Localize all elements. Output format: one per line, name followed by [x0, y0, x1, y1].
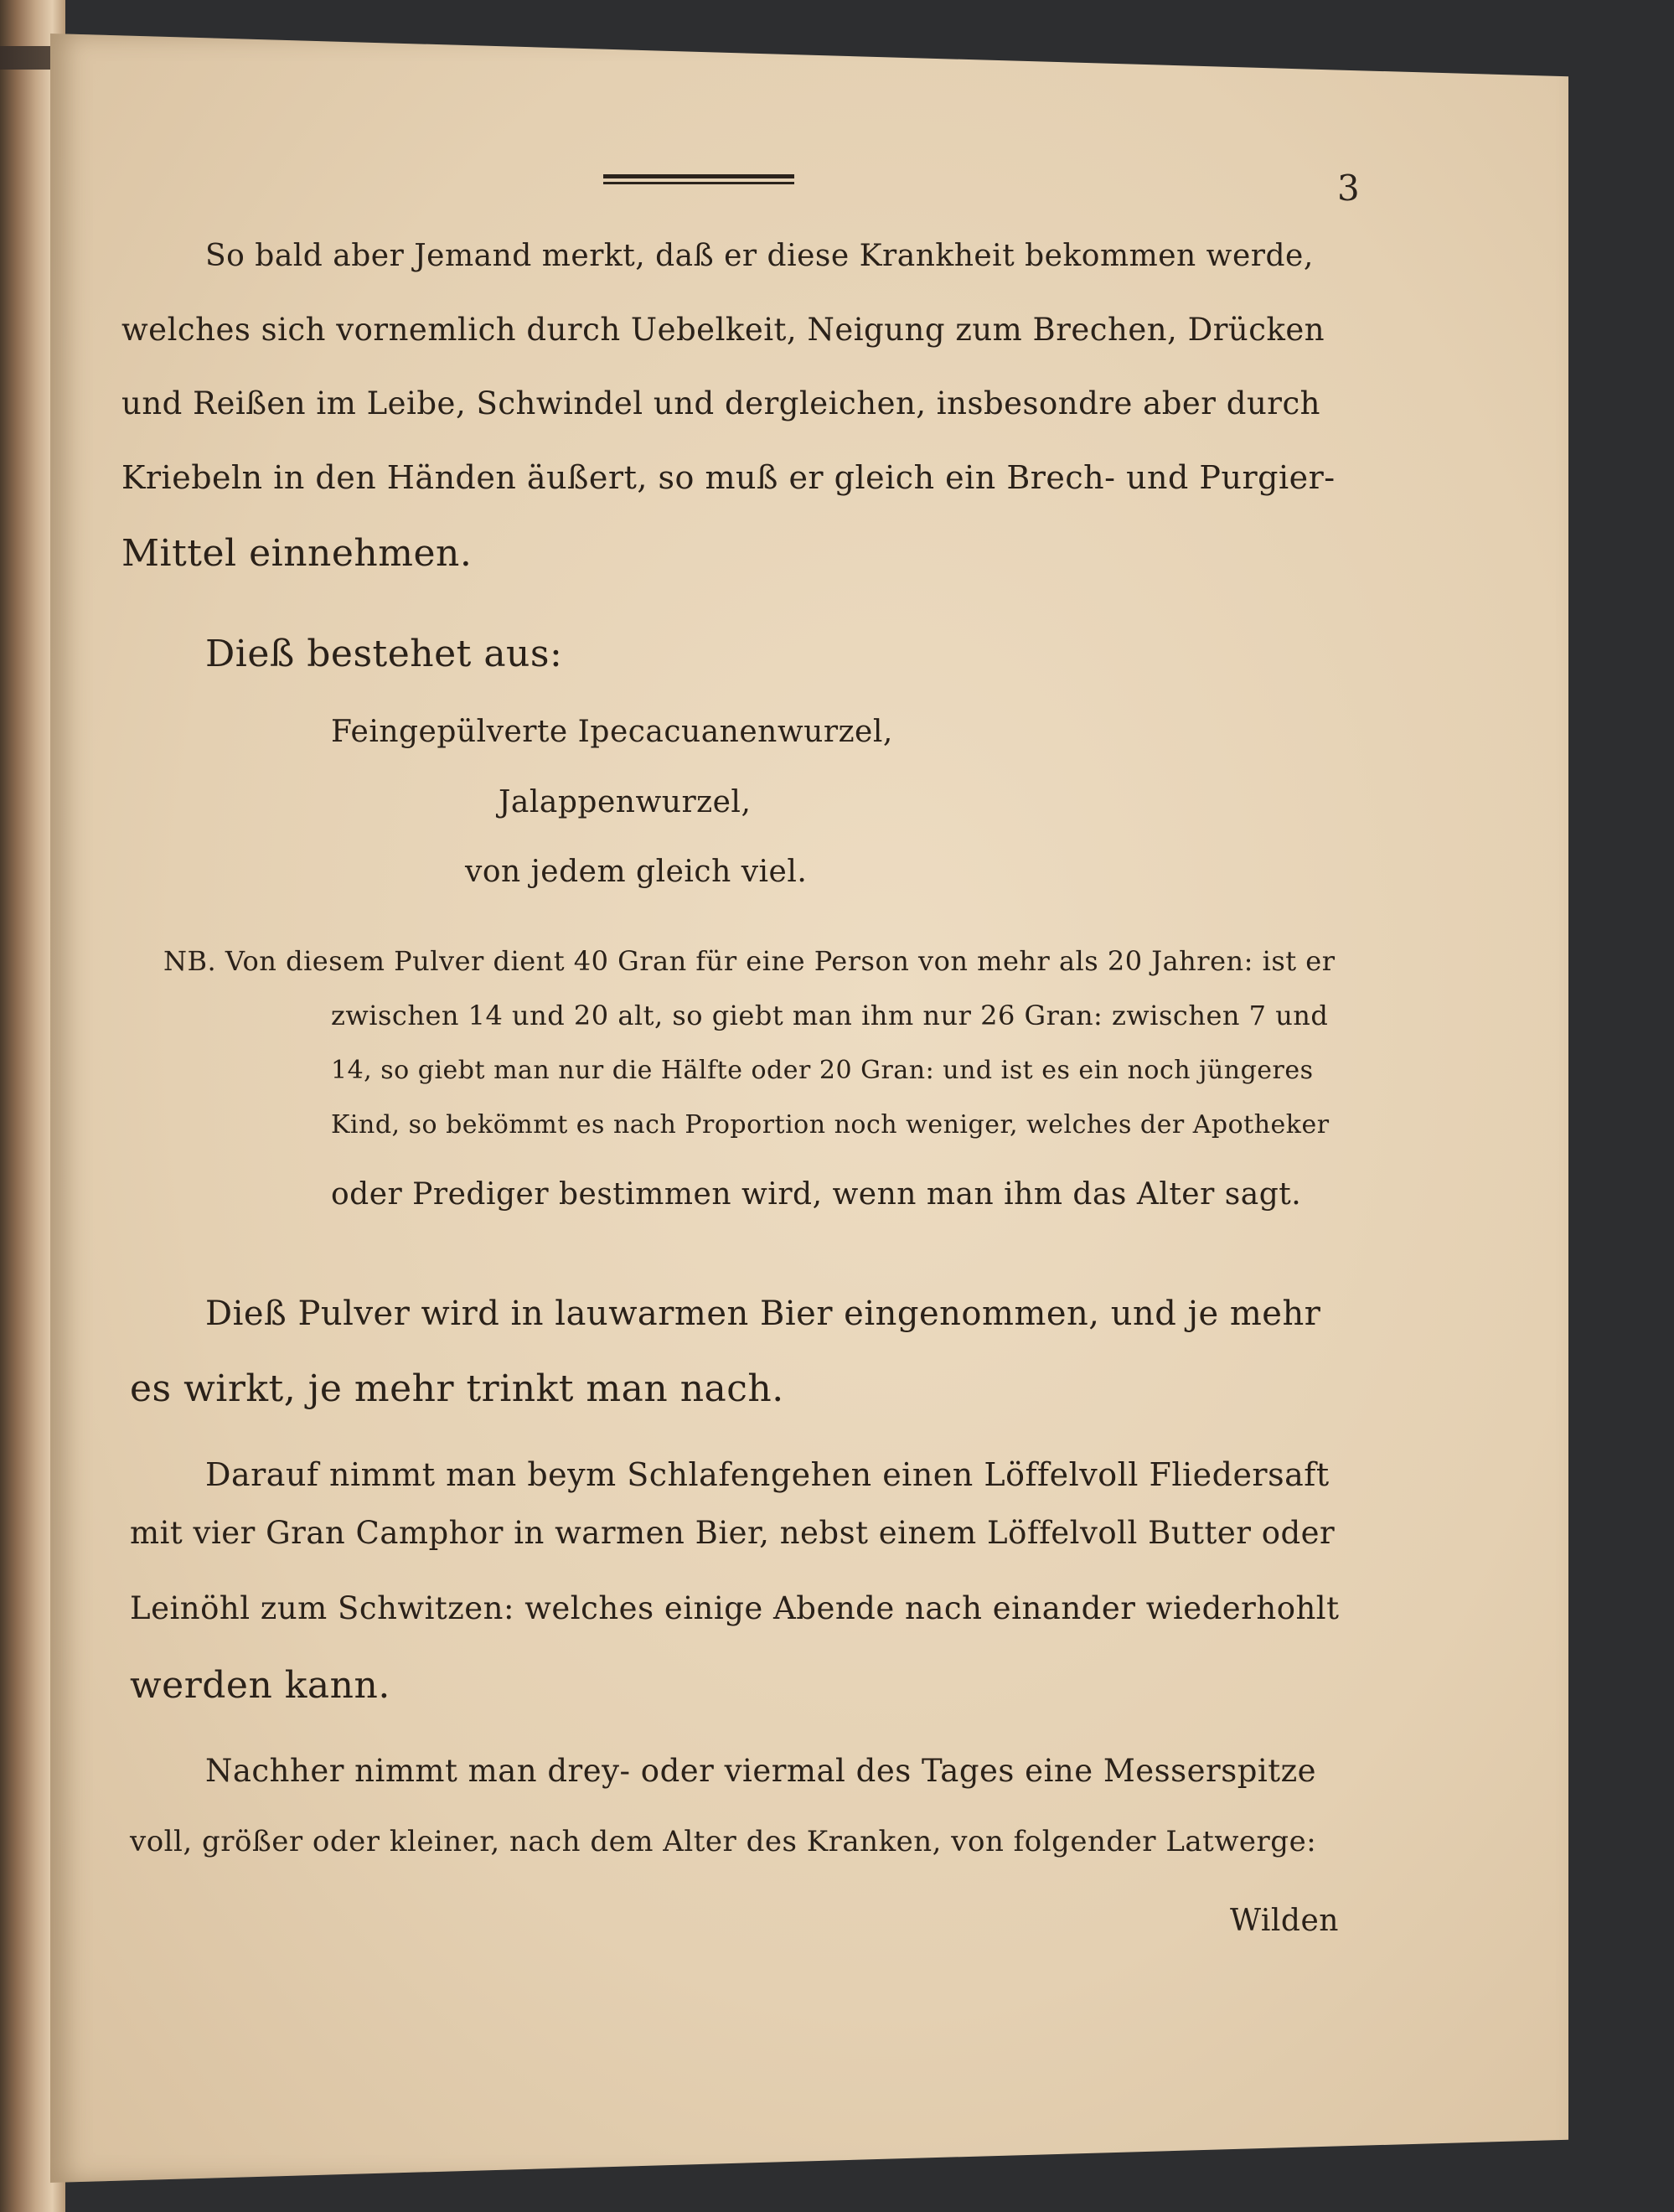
text-line: und Reißen im Leibe, Schwindel und dergleichen, insbesondre aber durch: [121, 385, 1321, 421]
text-line: welches sich vornemlich durch Uebelkeit, Neigung zum Brechen, Drücken: [121, 312, 1325, 348]
text-line: Mittel einnehmen.: [121, 532, 473, 575]
page-number: 3: [1337, 168, 1360, 209]
text-line: es wirkt, je mehr trinkt man nach.: [130, 1367, 784, 1410]
ingredient-line: Jalappenwurzel,: [499, 785, 752, 819]
text-line: Leinöhl zum Schwitzen: welches einige Abende nach einander wiederhohlt: [130, 1590, 1340, 1626]
note-line: NB. Von diesem Pulver dient 40 Gran für eine Person von mehr als 20 Jahren: ist er: [163, 945, 1336, 977]
text-line: Dieß Pulver wird in lauwarmen Bier eingenommen, und je mehr: [205, 1295, 1321, 1333]
ingredient-line: von jedem gleich viel.: [465, 855, 808, 889]
book-page: [50, 34, 1568, 2183]
text-line: voll, größer oder kleiner, nach dem Alter des Kranken, von folgender Latwerge:: [130, 1825, 1317, 1858]
note-line: zwischen 14 und 20 alt, so giebt man ihm nur 26 Gran: zwischen 7 und: [331, 1000, 1329, 1031]
header-rule: [603, 174, 794, 188]
note-line: 14, so giebt man nur die Hälfte oder 20 Gran: und ist es ein noch jüngeres: [331, 1056, 1314, 1085]
ingredient-line: Feingepülverte Ipecacuanenwurzel,: [331, 715, 893, 749]
text-line: Kriebeln in den Händen äußert, so muß er gleich ein Brech- und Purgier-: [121, 459, 1336, 496]
catchword: Wilden: [1230, 1904, 1339, 1938]
text-line: Dieß bestehet aus:: [205, 633, 563, 675]
text-line: Darauf nimmt man beym Schlafengehen einen Löffelvoll Fliedersaft: [205, 1456, 1330, 1493]
text-line: mit vier Gran Camphor in warmen Bier, nebst einem Löffelvoll Butter oder: [130, 1515, 1336, 1551]
text-line: werden kann.: [130, 1664, 390, 1707]
note-line: oder Prediger bestimmen wird, wenn man ihm das Alter sagt.: [331, 1177, 1302, 1212]
note-line: Kind, so bekömmt es nach Proportion noch weniger, welches der Apotheker: [331, 1110, 1330, 1140]
text-line: So bald aber Jemand merkt, daß er diese Krankheit bekommen werde,: [205, 239, 1314, 273]
text-line: Nachher nimmt man drey- oder viermal des Tages eine Messerspitze: [205, 1753, 1317, 1789]
